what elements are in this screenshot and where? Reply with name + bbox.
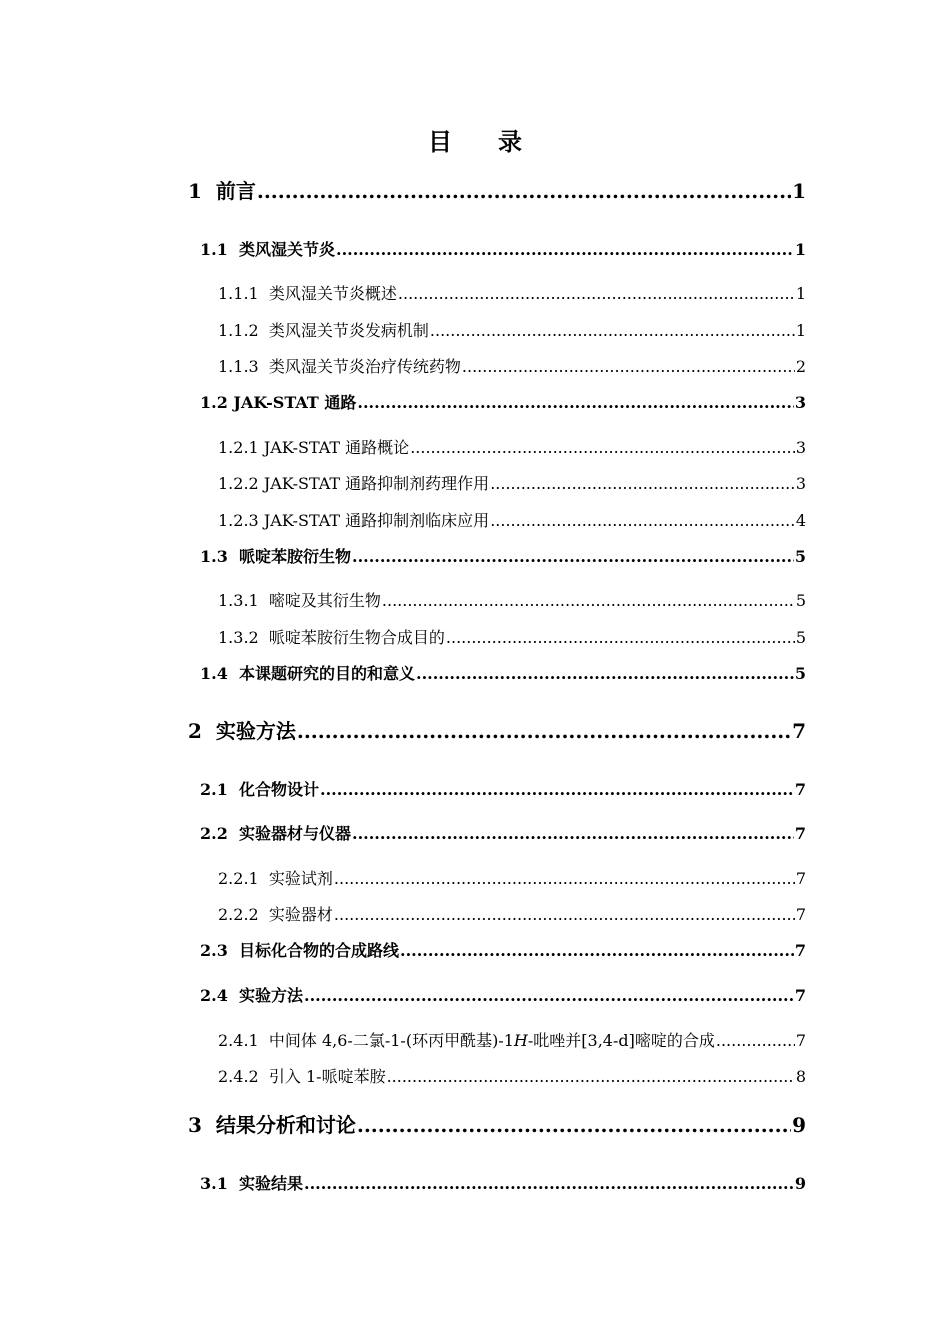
toc-entry-text-prefix: 中间体 4,6-二氯-1-(环丙甲酰基)-1 xyxy=(268,1031,514,1050)
toc-entry-text: JAK-STAT 通路概论 xyxy=(263,438,410,457)
toc-entry-text-italic: H xyxy=(513,1031,528,1050)
toc-entry[interactable] xyxy=(200,823,806,845)
toc-entry-number: 1.2.3 xyxy=(218,511,259,530)
toc-leader-dots xyxy=(352,546,794,568)
toc-entry-text: 嘧啶及其衍生物 xyxy=(268,591,381,610)
toc-entry-text: 实验方法 xyxy=(215,719,296,743)
toc-entry-number: 2.1 xyxy=(200,780,228,799)
toc-entry-number: 1.1 xyxy=(200,240,228,259)
toc-entry-number: 2.4 xyxy=(200,986,228,1005)
toc-leader-dots xyxy=(357,392,793,414)
toc-entry-text: 实验器材与仪器 xyxy=(238,824,351,843)
toc-title-part1: 目 xyxy=(428,127,452,156)
toc-entry-text: 类风湿关节炎 xyxy=(238,240,335,259)
toc-entry[interactable] xyxy=(200,940,806,962)
toc-leader-dots xyxy=(334,868,795,890)
toc-entry-text: 本课题研究的目的和意义 xyxy=(238,664,415,683)
toc-entry-number: 1 xyxy=(188,179,202,203)
toc-entry-number: 2 xyxy=(188,719,202,743)
toc-entry-page: 7 xyxy=(794,986,806,1005)
toc-leader-dots xyxy=(257,178,791,204)
toc-leader-dots xyxy=(416,663,794,685)
toc-entry[interactable] xyxy=(200,239,806,261)
toc-entry-page: 5 xyxy=(795,591,806,610)
toc-entry[interactable] xyxy=(218,627,806,649)
toc-entry-page: 4 xyxy=(795,511,806,530)
toc-entry-text: 实验试剂 xyxy=(268,869,333,888)
toc-leader-dots xyxy=(410,437,795,459)
toc-leader-dots xyxy=(398,283,795,305)
toc-leader-dots xyxy=(490,510,795,532)
toc-leader-dots xyxy=(304,1173,794,1195)
toc-entry[interactable] xyxy=(200,546,806,568)
toc-entry-number: 1.4 xyxy=(200,664,228,683)
toc-leader-dots xyxy=(716,1030,795,1052)
toc-entry-text: 结果分析和讨论 xyxy=(215,1113,356,1137)
toc-leader-dots xyxy=(357,1112,791,1138)
toc-entry-text: 实验器材 xyxy=(268,905,333,924)
toc-entry-number: 1.3 xyxy=(200,547,228,566)
toc-entry[interactable] xyxy=(200,663,806,685)
toc-entry[interactable] xyxy=(188,178,806,204)
toc-title-part2: 录 xyxy=(498,127,522,156)
toc-entry-number: 2.3 xyxy=(200,941,228,960)
toc-entry[interactable] xyxy=(218,473,806,495)
toc-entry-page: 7 xyxy=(795,1031,806,1050)
toc-entry-page: 7 xyxy=(794,780,806,799)
toc-entry-page: 3 xyxy=(795,438,806,457)
toc-entry-number: 2.2.1 xyxy=(218,869,259,888)
toc-entry-text: 哌啶苯胺衍生物 xyxy=(238,547,351,566)
toc-entry-page: 1 xyxy=(795,284,806,303)
toc-entry[interactable] xyxy=(218,320,806,342)
toc-entry-page: 1 xyxy=(795,321,806,340)
toc-entry-page: 9 xyxy=(792,1113,806,1137)
toc-entry-number: 3.1 xyxy=(200,1174,228,1193)
toc-entry-number: 1.3.1 xyxy=(218,591,259,610)
toc-leader-dots xyxy=(352,823,794,845)
toc-entry-text: 类风湿关节炎发病机制 xyxy=(268,321,429,340)
toc-entry-text: JAK-STAT 通路抑制剂药理作用 xyxy=(263,474,490,493)
toc-entry[interactable] xyxy=(200,392,806,414)
toc-entry-number: 2.2.2 xyxy=(218,905,259,924)
toc-entry-number: 3 xyxy=(188,1113,202,1137)
toc-entry[interactable] xyxy=(218,510,806,532)
toc-entry-number: 2.4.1 xyxy=(218,1031,259,1050)
toc-entry-text: 实验方法 xyxy=(238,986,303,1005)
toc-leader-dots xyxy=(297,718,791,744)
toc-leader-dots xyxy=(400,940,794,962)
toc-entry[interactable] xyxy=(200,779,806,801)
toc-leader-dots xyxy=(430,320,795,342)
toc-leader-dots xyxy=(336,239,794,261)
toc-entry-page: 8 xyxy=(795,1067,806,1086)
toc-leader-dots xyxy=(387,1066,795,1088)
toc-entry-text: 类风湿关节炎治疗传统药物 xyxy=(268,357,461,376)
toc-entry-page: 3 xyxy=(795,474,806,493)
toc-entry-number: 2.4.2 xyxy=(218,1067,259,1086)
toc-entry-text: 实验结果 xyxy=(238,1174,303,1193)
toc-leader-dots xyxy=(304,985,794,1007)
toc-entry-page: 9 xyxy=(794,1174,806,1193)
toc-entry[interactable] xyxy=(200,1173,806,1195)
toc-entry-text: 类风湿关节炎概述 xyxy=(268,284,397,303)
toc-entry-text: 引入 1-哌啶苯胺 xyxy=(268,1067,386,1086)
toc-entry-page: 3 xyxy=(794,393,806,412)
toc-leader-dots xyxy=(334,904,795,926)
toc-entry-text: JAK-STAT 通路抑制剂临床应用 xyxy=(263,511,490,530)
toc-entry-text: 化合物设计 xyxy=(238,780,319,799)
toc-leader-dots xyxy=(320,779,794,801)
toc-entry-text-suffix: -吡唑并[3,4-d]嘧啶的合成 xyxy=(527,1031,715,1050)
toc-entry-number: 2.2 xyxy=(200,824,228,843)
toc-entry-text: 目标化合物的合成路线 xyxy=(238,941,399,960)
toc-entry-text: JAK-STAT 通路 xyxy=(233,393,357,412)
toc-entry-number: 1.2 xyxy=(200,393,228,412)
toc-leader-dots xyxy=(490,473,795,495)
toc-entry-page: 7 xyxy=(795,905,806,924)
toc-entry-page: 7 xyxy=(794,824,806,843)
toc-entry-page: 5 xyxy=(794,664,806,683)
toc-entry[interactable] xyxy=(218,868,806,890)
toc-entry-number: 1.1.1 xyxy=(218,284,259,303)
toc-entry-number: 1.2.1 xyxy=(218,438,259,457)
toc-entry[interactable] xyxy=(218,904,806,926)
toc-entry[interactable] xyxy=(218,283,806,305)
toc-entry-page: 7 xyxy=(794,941,806,960)
toc-entry[interactable] xyxy=(200,985,806,1007)
toc-entry-number: 1.1.3 xyxy=(218,357,259,376)
toc-entry-number: 1.2.2 xyxy=(218,474,259,493)
toc-entry-number: 1.3.2 xyxy=(218,628,259,647)
toc-entry-page: 5 xyxy=(795,628,806,647)
toc-entry[interactable] xyxy=(218,437,806,459)
toc-entry-page: 7 xyxy=(795,869,806,888)
toc-leader-dots xyxy=(462,356,795,378)
toc-entry-page: 5 xyxy=(794,547,806,566)
toc-entry[interactable] xyxy=(188,718,806,744)
toc-entry[interactable] xyxy=(218,356,806,378)
toc-leader-dots xyxy=(446,627,795,649)
toc-entry-page: 2 xyxy=(795,357,806,376)
toc-entry[interactable] xyxy=(218,590,806,612)
toc-entry-page: 1 xyxy=(792,179,806,203)
toc-entry-number: 1.1.2 xyxy=(218,321,259,340)
toc-entry[interactable] xyxy=(218,1030,806,1052)
toc-entry-text: 前言 xyxy=(215,179,256,203)
toc-leader-dots xyxy=(382,590,795,612)
toc-entry-text: 哌啶苯胺衍生物合成目的 xyxy=(268,628,445,647)
toc-entry[interactable] xyxy=(188,1112,806,1138)
toc-entry-page: 7 xyxy=(792,719,806,743)
toc-entry-page: 1 xyxy=(794,240,806,259)
toc-entry[interactable] xyxy=(218,1066,806,1088)
